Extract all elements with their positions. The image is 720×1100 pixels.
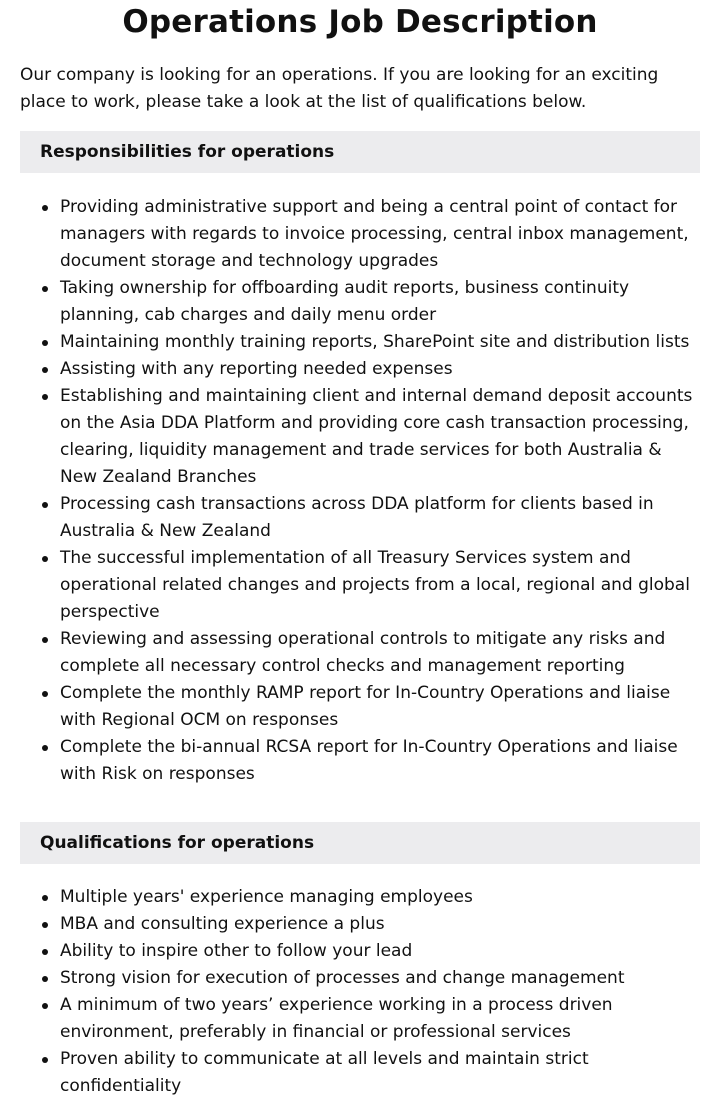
list-item: Strong vision for execution of processes and change management bbox=[20, 965, 700, 992]
list-item: Maintaining monthly training reports, SharePoint site and distribution lists bbox=[20, 329, 700, 356]
list-item: Establishing and maintaining client and internal demand deposit accounts on the Asia DDA Platform and providing core cash transaction processing, clearing, liquidity management and trade services for both Australia & New Zealand Branches bbox=[20, 383, 700, 491]
page-title: Operations Job Description bbox=[122, 4, 598, 40]
list-item: Complete the bi-annual RCSA report for In-Country Operations and liaise with Risk on responses bbox=[20, 734, 700, 788]
responsibilities-list bbox=[20, 194, 700, 788]
list-item: Multiple years' experience managing employees bbox=[20, 884, 700, 911]
list-item: Processing cash transactions across DDA platform for clients based in Australia & New Zealand bbox=[20, 491, 700, 545]
qualifications-heading bbox=[20, 822, 700, 864]
intro-paragraph: Our company is looking for an operations. If you are looking for an exciting place to work, please take a look at the list of qualifications below. bbox=[20, 65, 659, 112]
qualifications-list bbox=[20, 884, 700, 1100]
list-item: The successful implementation of all Treasury Services system and operational related changes and projects from a local, regional and global perspective bbox=[20, 545, 700, 626]
responsibilities-heading-label: Responsibilities for operations bbox=[40, 142, 335, 162]
list-item: Complete the monthly RAMP report for In-Country Operations and liaise with Regional OCM on responses bbox=[20, 680, 700, 734]
qualifications-heading-label: Qualifications for operations bbox=[40, 833, 315, 853]
list-item: Assisting with any reporting needed expenses bbox=[20, 356, 700, 383]
list-item: Ability to inspire other to follow your lead bbox=[20, 938, 700, 965]
list-item: Taking ownership for offboarding audit reports, business continuity planning, cab charges and daily menu order bbox=[20, 275, 700, 329]
list-item: Proven ability to communicate at all levels and maintain strict confidentiality bbox=[20, 1046, 700, 1100]
list-item: A minimum of two years’ experience working in a process driven environment, preferably in financial or professional services bbox=[20, 992, 700, 1046]
list-item: MBA and consulting experience a plus bbox=[20, 911, 700, 938]
list-item: Reviewing and assessing operational controls to mitigate any risks and complete all necessary control checks and management reporting bbox=[20, 626, 700, 680]
responsibilities-heading bbox=[20, 131, 700, 173]
list-item: Providing administrative support and being a central point of contact for managers with regards to invoice processing, central inbox management, document storage and technology upgrades bbox=[20, 194, 700, 275]
